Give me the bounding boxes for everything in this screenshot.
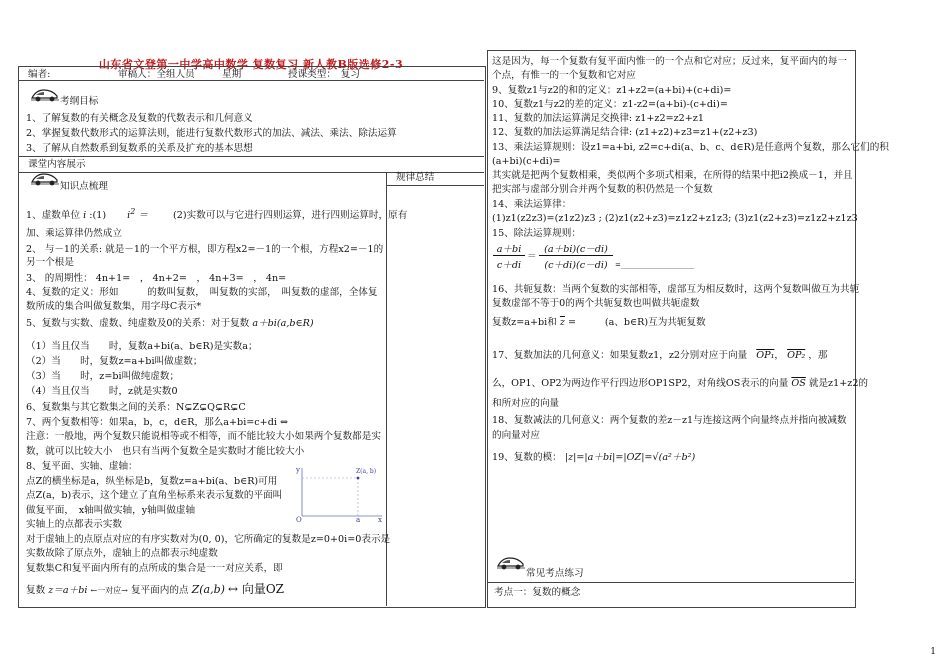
item-5-math: a＋bi(a,b∈R) (252, 318, 314, 329)
item-8-d: 实轴上的点都表示实数 (26, 519, 122, 530)
axis-origin-label: O (296, 516, 302, 524)
frac2-den: (c＋di)(c－di) (544, 260, 608, 271)
class-content-label: 课堂内容展示 (28, 159, 86, 170)
header-week: 星期 (222, 69, 242, 80)
practice-title: 常见考点练习 (526, 568, 584, 579)
axis-x-label: x (378, 516, 382, 524)
car-icon (30, 170, 60, 189)
r16b: 复数虚部不等于0的两个共轭复数也叫做共轭虚数 (492, 298, 700, 309)
syllabus-item-3: 3、了解从自然数系到复数系的关系及扩充的基本思想 (26, 143, 253, 154)
r16c-zbar: $\overline{z}$ (559, 317, 565, 328)
item-1-d: 加、乘运算律仍然成立 (26, 228, 122, 239)
frac1-den: c＋di (496, 260, 522, 271)
item-2-b: 另一个根是 (26, 257, 74, 268)
r13d: 把实部与虚部分别合并两个复数的积仍然是一个复数 (492, 184, 713, 195)
knowledge-title: 知识点梳理 (60, 181, 108, 192)
item-5-b: （2）当 时，复数z=a+bi叫做虚数； (26, 356, 203, 367)
syllabus-item-2: 2、掌握复数代数形式的运算法则，能进行复数代数形式的加法、减法、乘法、除法运算 (26, 128, 397, 139)
item-8-h-pre: 复数 (26, 585, 46, 596)
item-8-h (26, 583, 284, 597)
r19-text: 19、复数的模： (492, 452, 562, 463)
r17-tail: ，那 (808, 350, 828, 361)
header-reviewer: 审稿人：全组人员 (118, 69, 195, 80)
item-4: 4、复数的定义：形如 的数叫复数， 叫复数的实部， 叫复数的虚部，全体复 (26, 287, 378, 298)
division-formula: a＋bi c＋di ＝ (a＋bi)(c－di) (c＋di)(c－di) =_____________________ (493, 241, 693, 273)
header-author: 编者: (28, 69, 51, 80)
r19 (492, 452, 695, 464)
item-7: 7、两个复数相等：如果a，b，c，d∈R，那么a+bi=c+di ⇔ (26, 417, 289, 428)
axis-point-label: Z(a, b) (356, 468, 377, 475)
item-8: 8、复平面、实轴、虚轴： (26, 461, 138, 472)
item-5-d: （4）当且仅当 时，z就是实数0 (26, 386, 178, 397)
document-title: 山东省文登第一中学高中数学 复数复习 新人教B版选修2-3 (98, 58, 404, 71)
item-1-b: :(1) (89, 210, 107, 222)
r13c: 其实就是把两个复数相乘，类似两个多项式相乘，在所得的结果中把i2换成－1，并且 (492, 170, 853, 181)
r14: 14、乘法运算律： (492, 199, 572, 210)
rules-summary-label: 规律总结 (396, 172, 435, 183)
r14b: (1)z1(z2z3)=(z1z2)z3 ; (2)z1(z2+z3)=z1z2+z1z3; (3)z1(z2+z3)=z1z2+z1z3 (492, 213, 858, 224)
r17: 17、复数加法的几何意义：如果复数z1，z2分别对应于向量 OP₁， OP₂ ，那 (492, 350, 828, 361)
r18: 18、复数减法的几何意义：两个复数的差z－z1与连接这两个向量终点并指向被减数 (492, 415, 847, 426)
frac-tail: =_____________________ (615, 261, 695, 269)
r19-math: |z|=|a＋bi|=|OZ|=√(a²＋b²) (564, 452, 696, 463)
item-1-text: 1、虚数单位 (26, 210, 81, 222)
item-8-h-arrow: ←一对应→ (90, 586, 128, 595)
r11: 11、复数的加法运算满足交换律: z1+z2=z2+z1 (492, 113, 704, 124)
item-7-b: 注意：一般地，两个复数只能说相等或不相等，而不能比较大小如果两个复数都是实 (26, 431, 381, 442)
item-5-a: （1）当且仅当 时，复数a+bi(a、b∈R)是实数a； (26, 341, 258, 352)
r0: 这是因为，每一个复数有复平面内惟一的一个点和它对应；反过来，复平面内的每一 (492, 56, 847, 67)
item-2: 2、 与－1的关系: 就是－1的一个平方根，即方程x2=－1的一个根，方程x2=－1的 (26, 244, 384, 255)
r10: 10、复数z1与z2的差的定义：z1-z2=(a+bi)-(c+di)= (492, 99, 728, 110)
r17c: 和所对应的向量 (492, 398, 560, 409)
item-1-c: (2)实数可以与它进行四则运算，进行四则运算时，原有 (173, 210, 408, 222)
r17-vec1: OP₁ (756, 350, 775, 361)
syllabus-title: 考纲目标 (60, 96, 99, 107)
r16: 16、共轭复数：当两个复数的实部相等，虚部互为相反数时，这两个复数叫做互为共轭 (492, 284, 860, 295)
r16c-tail: = (a、b∈R)互为共轭复数 (568, 317, 706, 328)
r13b: (a+bi)(c+di)= (492, 156, 561, 167)
r12: 12、复数的加法运算满足结合律: (z1+z2)+z3=z1+(z2+z3) (492, 127, 758, 138)
r17b (492, 378, 868, 390)
item-5-c: （3）当 时，z=bi叫做纯虚数； (26, 371, 180, 382)
r17b-vec: $\overline{OS}$ (791, 378, 806, 389)
item-1 (26, 206, 407, 222)
item-8-a: 点Z的横坐标是a，纵坐标是b，复数z=a+bi(a、b∈R)可用 (26, 476, 278, 487)
r15: 15、除法运算规则： (492, 228, 581, 239)
item-8-h-vector: ↔ 向量OZ (227, 582, 285, 596)
r16c (492, 317, 706, 329)
page-number: 1 (930, 647, 936, 657)
r17b-text: 么，OP1、OP2为两边作平行四边形OP1SP2，对角线OS表示的向量 (492, 378, 789, 389)
car-icon (496, 554, 526, 573)
item-8-f: 实数故除了原点外，虚轴上的点都表示纯虚数 (26, 548, 218, 559)
item-8-h-z: z＝a＋bi (48, 585, 88, 596)
r0b: 个点，有惟一的一个复数和它对应 (492, 70, 636, 81)
syllabus-item-1: 1、了解复数的有关概念及复数的代数表示和几何意义 (26, 113, 253, 124)
r9: 9、复数z1与z2的和的定义：z1+z2=(a+bi)+(c+di)= (492, 85, 732, 96)
axis-y-label: y (296, 466, 300, 474)
frac2-num: (a＋bi)(c－di) (544, 244, 608, 255)
item-4-b: 数所成的集合叫做复数集，用字母C表示* (26, 301, 202, 312)
r17-text: 17、复数加法的几何意义：如果复数z1，z2分别对应于向量 (492, 350, 748, 361)
r16c-text: 复数z=a+bi和 (492, 317, 557, 328)
item-8-b: 点Z(a，b)表示，这个建立了直角坐标系来表示复数的平面叫 (26, 490, 283, 501)
item-8-e: 对于虚轴上的点原点对应的有序实数对为(0, 0)，它所确定的复数是z=0+0i=0表示是 (26, 534, 391, 545)
i-squared: $i^2$ ＝ (127, 207, 148, 222)
car-icon (30, 86, 60, 105)
item-3: 3、 的周期性： 4n+1= ， 4n+2= ， 4n+3= ， 4n= (26, 273, 287, 284)
item-8-h-point: Z(a,b) (191, 583, 225, 596)
practice-item-1: 考点一：复数的概念 (494, 587, 581, 598)
r17b-tail: 就是z1+z2的 (808, 378, 869, 389)
item-5 (26, 318, 314, 330)
r17-vec2: OP₂ (787, 350, 806, 361)
item-5-text: 5、复数与实数、虚数、纯虚数及0的关系：对于复数 (26, 318, 250, 329)
frac1-num: a＋bi (496, 244, 522, 255)
item-8-g: 复数集C和复平面内所有的点所成的集合是一一对应关系，即 (26, 563, 283, 574)
axis-a-label: a (356, 516, 361, 524)
imaginary-unit-i: i (83, 210, 90, 222)
r18b: 的向量对应 (492, 430, 540, 441)
item-8-c: 做复平面， x轴叫做实轴，y轴叫做虚轴 (26, 505, 196, 516)
item-8-h-mid: 复平面内的点 (130, 585, 189, 596)
header-lesson-type: 授课类型： 复习 (288, 69, 360, 80)
r13: 13、乘法运算规则：设z1=a+bi, z2=c+di(a、b、c、d∈R)是任意两个复数，那么它们的积 (492, 142, 889, 153)
item-6: 6、复数集与其它数集之间的关系：N⊊Z⊊Q⊊R⊊C (26, 402, 246, 413)
complex-plane-diagram (296, 466, 386, 528)
item-7-c: 数，就可以比较大小 也只有当两个复数全是实数时才能比较大小 (26, 446, 305, 457)
